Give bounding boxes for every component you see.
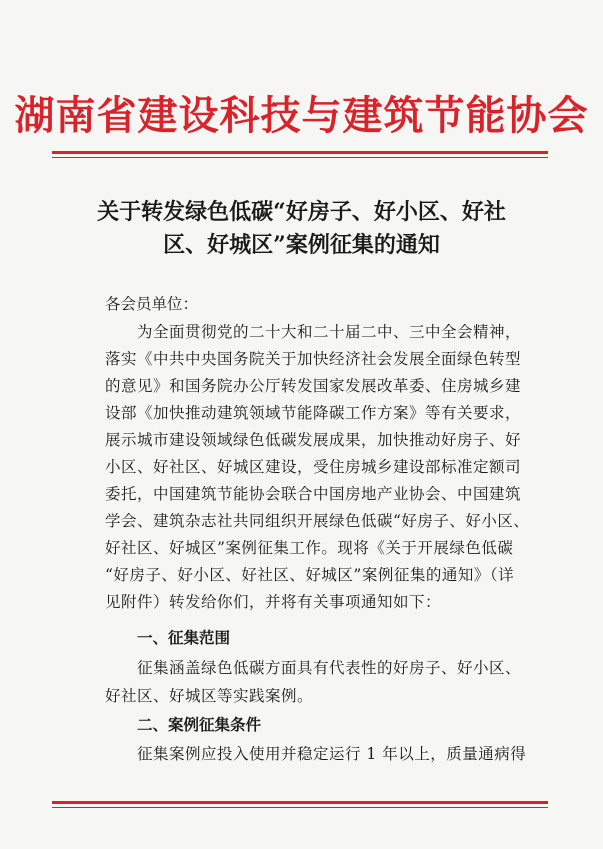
section-heading-conditions: 二、案例征集条件	[137, 715, 262, 734]
body-line: 设部《加快推动建筑领域节能降碳工作方案》等有关要求，	[105, 404, 522, 422]
body-line: 好社区、好城区等实践案例。	[105, 687, 314, 705]
body-line: 好社区、好城区”案例征集工作。现将《关于开展绿色低碳	[105, 539, 514, 557]
bleed-through-shadow	[95, 40, 525, 55]
footer-rule-thin	[52, 807, 548, 808]
letterhead-rule-thick	[52, 151, 548, 154]
body-line: 征集涵盖绿色低碳方面具有代表性的好房子、好小区、	[137, 659, 522, 677]
salutation: 各会员单位：	[105, 295, 199, 313]
body-line: 见附件）转发给你们，并将有关事项通知如下：	[105, 593, 442, 611]
letterhead-rule-thin	[52, 157, 548, 158]
notice-title-line-2: 区、好城区”案例征集的通知	[163, 232, 440, 258]
body-line: 为全面贯彻党的二十大和二十届二中、三中全会精神，	[137, 323, 522, 341]
body-line: 落实《中共中央国务院关于加快经济社会发展全面绿色转型	[105, 350, 522, 368]
body-line: 展示城市建设领域绿色低碳发展成果，加快推动好房子、好	[105, 431, 522, 449]
body-line: 学会、建筑杂志社共同组织开展绿色低碳“好房子、好小区、	[105, 512, 530, 530]
notice-title	[80, 196, 523, 262]
section-heading-scope: 一、征集范围	[137, 628, 231, 647]
body-line: 征集案例应投入使用并稳定运行 1 年以上，质量通病得	[137, 745, 527, 763]
body-line: 小区、好社区、好城区建设，受住房城乡建设部标准定额司	[105, 458, 522, 476]
notice-title-line-1: 关于转发绿色低碳“好房子、好小区、好社	[97, 199, 506, 225]
footer-rule-thick	[52, 801, 548, 804]
body-line: “好房子、好小区、好社区、好城区”案例征集的通知》（详	[105, 566, 515, 584]
body-line: 委托，中国建筑节能协会联合中国房地产业协会、中国建筑	[105, 485, 522, 503]
letterhead-org-name: 湖南省建设科技与建筑节能协会	[14, 92, 589, 139]
body-line: 的意见》和国务院办公厅转发国家发展改革委、住房城乡建	[105, 377, 522, 395]
